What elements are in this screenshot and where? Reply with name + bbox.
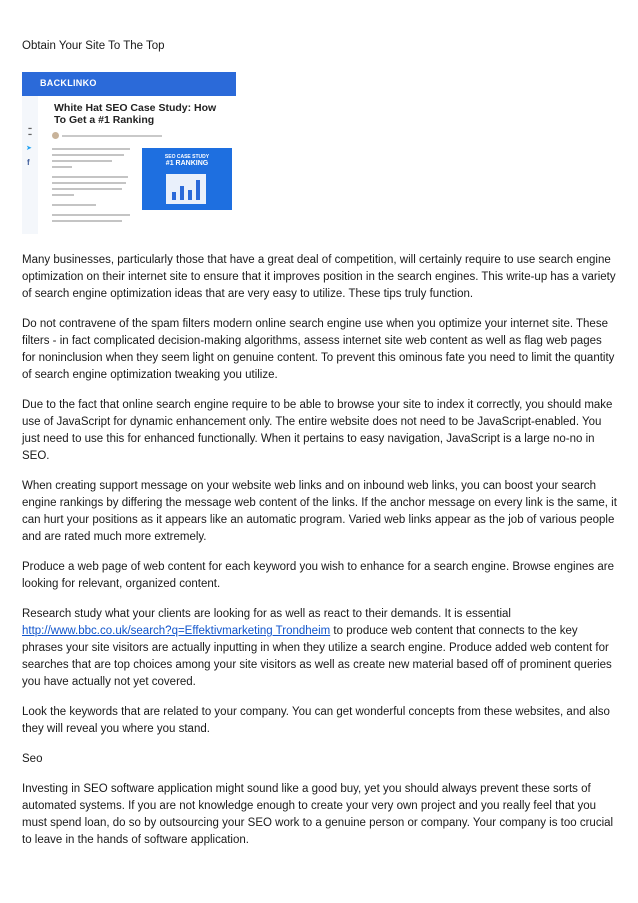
brand-header-bar [22, 72, 236, 96]
paragraph: Investing in SEO software application might sound like a good buy, yet you should always prevent these sorts of automated systems. If you are not knowledge enough to create your very own project and you really feel that you must spend loan, do so by outsourcing your SEO work to a genuine person or company. Your company is too crucial to leave in the hands of software application. [22, 783, 614, 846]
paragraph: Many businesses, particularly those that have a great deal of competition, will certainly require to use search engine optimization on their internet site to ensure that it improves position in the search engines. This write-up has a variety of search engine optimization ideas that are very easy to utilize. These tips truly function. [22, 254, 616, 300]
badge-line-1: SEO CASE STUDY [164, 154, 210, 160]
paragraph: Look the keywords that are related to your company. You can get wonderful concepts from these websites, and also they will reveal you where you stand. [22, 706, 610, 735]
badge-line-2: #1 RANKING [165, 160, 209, 167]
author-avatar [52, 132, 59, 139]
brand-logo: BACKLINKO [40, 78, 97, 88]
paragraph: Produce a web page of web content for each keyword you wish to enhance for a search engine. Browse engines are looking for relevant, organized content. [22, 561, 614, 590]
share-count-graphic: ▪▪ ▪▪ [28, 126, 32, 138]
share-sidebar [22, 126, 38, 186]
paragraph: When creating support message on your website web links and on inbound web links, you can boost your search engine rankings by differing the message web content of the links. If the anchor message on every link is the same, it can hurt your positions as it appears like an automatic program. Varied web links appear as the job of various people and are rated much more extremely. [22, 480, 617, 543]
document-title: Obtain Your Site To The Top [22, 40, 165, 52]
bbc-search-link[interactable]: http://www.bbc.co.uk/search?q=Effektivmarketing Trondheim [22, 625, 331, 637]
paragraph-with-link [22, 606, 618, 691]
byline-line [62, 135, 162, 137]
facebook-icon: f [27, 158, 30, 167]
bar-chart-icon [166, 174, 206, 204]
twitter-icon: ➤ [26, 145, 32, 152]
paragraph-text: Research study what your clients are looking for as well as react to their demands. It is essential [22, 608, 511, 620]
paragraph: Due to the fact that online search engine require to be able to browse your site to index it correctly, you should make use of JavaScript for dynamic enhancement only. The entire website does not need to be JavaScript-enabled. You just need to use this for enhanced functionally. When it pertains to easy navigation, JavaScript is a large no-no in SEO. [22, 399, 613, 462]
byline-graphic [52, 132, 202, 140]
paragraph-text: to produce web content that connects to the key phrases your site visitors are actually inputting in when they utilize a search engine. Produce added web content for searches that are top choices among your site visitors as well as create new material based off of prominent queries you have actually not yet covered. [22, 625, 612, 688]
section-heading: Seo [22, 753, 43, 765]
article-thumbnail-image [22, 72, 236, 234]
article-card [38, 96, 236, 234]
body-text-lines-graphic [52, 148, 132, 226]
paragraph: Do not contravene of the spam filters modern online search engine use when you optimize your internet site. These filters - in fact complicated decision-making algorithms, assess internet site web content as well as flag web pages for noninclusion when they seem light on genuine content. To prevent this ominous fate you need to limit the quantity of search engine optimization tweaking you utilize. [22, 318, 615, 381]
card-headline: White Hat SEO Case Study: How To Get a #1 Ranking [54, 102, 217, 126]
article-body [22, 252, 618, 862]
case-study-badge [142, 148, 232, 210]
